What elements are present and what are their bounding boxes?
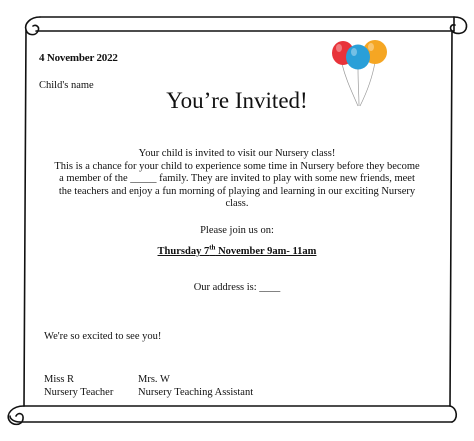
visit-time: November 9am- 11am [215,246,317,257]
blue-balloon [346,45,370,70]
signature-name: Mrs. W [138,374,170,385]
visit-day: Thursday 7 [157,246,210,257]
body-line: This is a chance for your child to experience some time in Nursery before they become [54,160,420,172]
visit-day-suffix: th [209,243,216,252]
closing-line: We're so excited to see you! [44,331,162,342]
invitation-body [30,148,444,211]
body-line: a member of the _____ family. They are invited to play with some new friends, meet [59,173,415,185]
body-line: Your child is invited to visit our Nursery class! [138,148,336,159]
invitation-date: 4 November 2022 [39,52,118,64]
signature-name: Miss R [44,374,75,385]
address-line: Our address is: ____ [193,282,281,293]
body-line: class. [225,198,249,210]
signature-teacher [44,373,113,399]
visit-date [0,243,474,257]
signature-assistant [138,373,253,399]
signature-role: Nursery Teaching Assistant [138,387,254,398]
invitation-heading: You’re Invited! [166,88,308,113]
body-line: the teachers and enjoy a fun morning of playing and learning in our exciting Nursery [58,185,416,197]
child-name-label: Child's name [39,80,94,91]
join-prompt: Please join us on: [200,225,274,236]
signature-role: Nursery Teacher [44,387,114,398]
